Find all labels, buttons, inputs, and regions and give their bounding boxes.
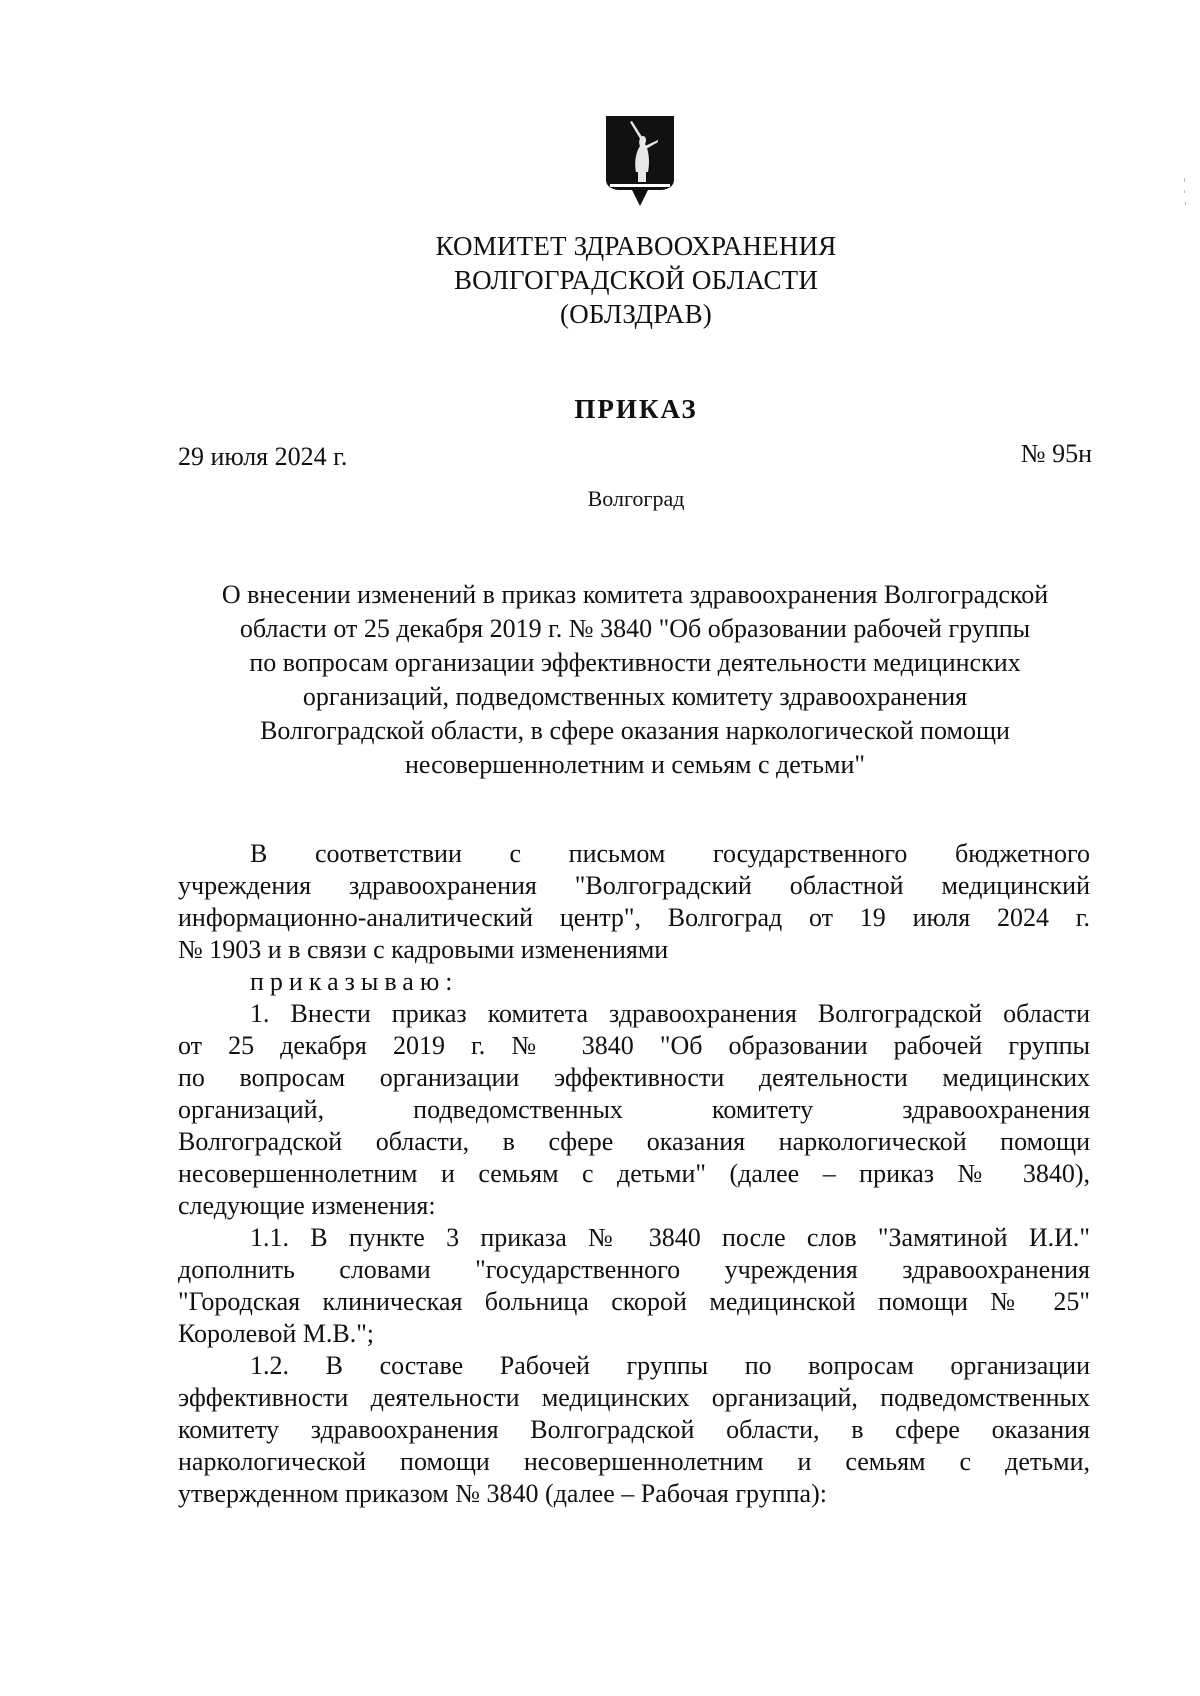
body-line: комитету здравоохранения Волгоградской области, в сфере оказания: [178, 1415, 1090, 1444]
order-word: приказываю:: [250, 967, 459, 996]
body-line: Королевой М.В.";: [178, 1319, 375, 1348]
body-line: эффективности деятельности медицинских организаций, подведомственных: [178, 1383, 1090, 1412]
body-line: учреждения здравоохранения "Волгоградский областной медицинский: [178, 871, 1090, 900]
scan-artifact-mark: [1183, 178, 1187, 208]
body-line: дополнить словами "государственного учреждения здравоохранения: [178, 1255, 1090, 1284]
body-line: 1. Внести приказ комитета здравоохранения Волгоградской области: [250, 999, 1090, 1028]
document-number: № 95н: [1020, 439, 1092, 468]
item-1-2-paragraph: [178, 1350, 1090, 1510]
body-line: наркологической помощи несовершеннолетним и семьям с детьми,: [178, 1447, 1090, 1476]
subject-line: по вопросам организации эффективности деятельности медицинских: [249, 648, 1021, 677]
body-line: от 25 декабря 2019 г. № 3840 "Об образовании рабочей группы: [178, 1031, 1090, 1060]
body-line: 1.1. В пункте 3 приказа № 3840 после слов "Замятиной И.И.": [250, 1223, 1090, 1252]
body-line: № 1903 и в связи с кадровыми изменениями: [178, 935, 669, 964]
body-line: Волгоградской области, в сфере оказания наркологической помощи: [178, 1127, 1090, 1156]
org-line-3: (ОБЛЗДРАВ): [560, 299, 712, 329]
subject-line: организаций, подведомственных комитету здравоохранения: [302, 682, 968, 711]
subject-line: Волгоградской области, в сфере оказания наркологической помощи: [260, 716, 1010, 745]
body-line: утвержденном приказом № 3840 (далее – Рабочая группа):: [178, 1479, 827, 1508]
body-line: следующие изменения:: [178, 1191, 436, 1220]
org-line-2: ВОЛГОГРАДСКОЙ ОБЛАСТИ: [453, 265, 819, 295]
document-city: Волгоград: [587, 486, 685, 511]
item-1-paragraph: [178, 998, 1090, 1222]
item-1-1-paragraph: [178, 1222, 1090, 1350]
body-line: информационно-аналитический центр", Волгоград от 19 июля 2024 г.: [178, 903, 1090, 932]
document-subject: [170, 578, 1100, 782]
preamble-paragraph: [178, 838, 1090, 966]
body-line: организаций, подведомственных комитету здравоохранения: [178, 1095, 1090, 1124]
subject-line: области от 25 декабря 2019 г. № 3840 "Об образовании рабочей группы: [239, 614, 1031, 643]
body-line: по вопросам организации эффективности деятельности медицинских: [178, 1063, 1090, 1092]
body-line: "Городская клиническая больница скорой медицинской помощи № 25": [178, 1287, 1090, 1316]
subject-line: О внесении изменений в приказ комитета здравоохранения Волгоградской: [221, 580, 1049, 609]
body-line: несовершеннолетним и семьям с детьми" (далее – приказ № 3840),: [178, 1159, 1090, 1188]
document-date: 29 июля 2024 г.: [178, 442, 348, 471]
document-type-title: ПРИКАЗ: [574, 394, 698, 424]
subject-line: несовершеннолетним и семьям с детьми": [404, 750, 866, 779]
document-body: [178, 838, 1090, 1510]
body-line: 1.2. В составе Рабочей группы по вопросам организации: [250, 1351, 1090, 1380]
org-line-1: КОМИТЕТ ЗДРАВООХРАНЕНИЯ: [435, 231, 837, 261]
issuing-authority: [0, 229, 1200, 331]
coat-of-arms-icon: [602, 114, 678, 208]
coat-of-arms-graphic: [602, 114, 678, 208]
body-line: В соответствии с письмом государственного бюджетного: [250, 839, 1090, 868]
